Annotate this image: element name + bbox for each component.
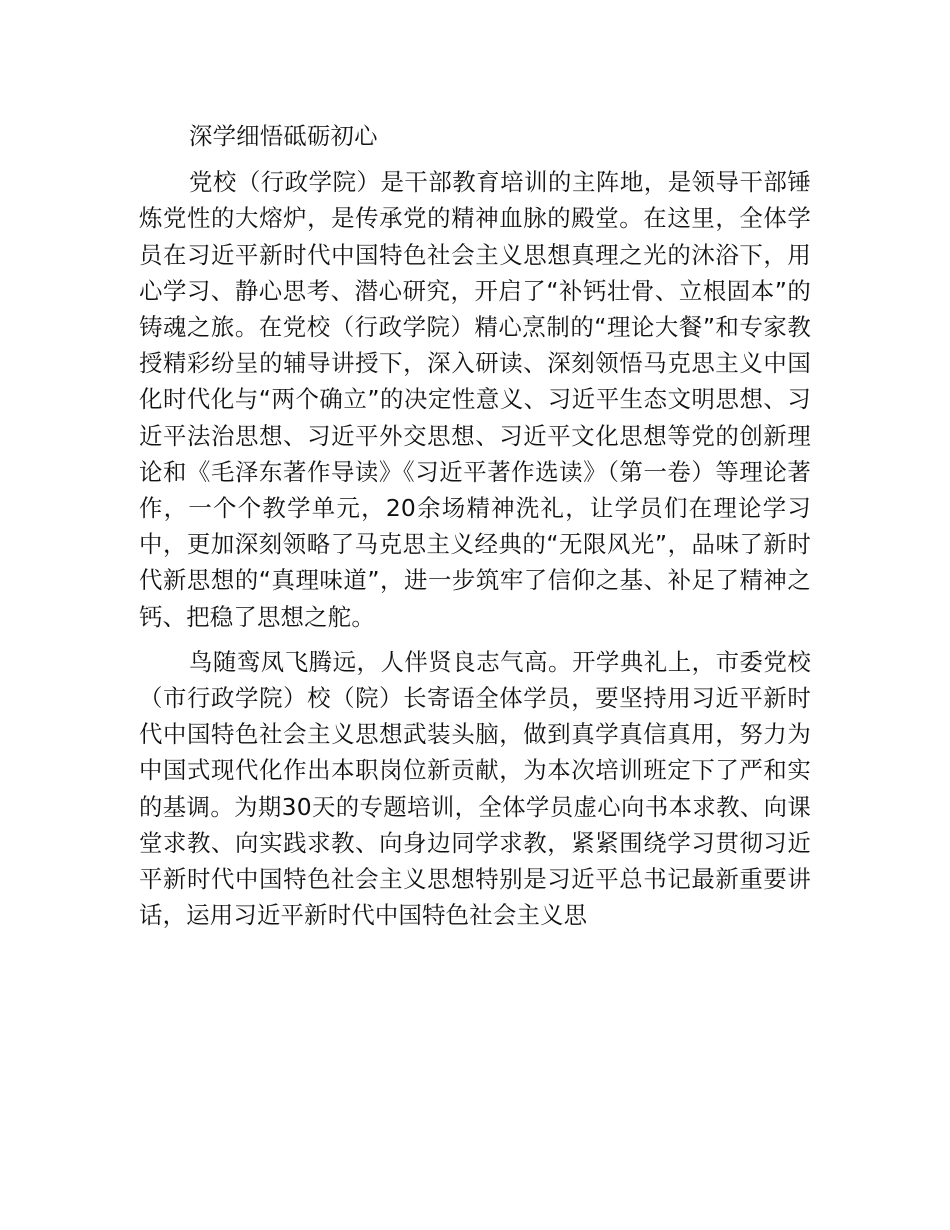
paragraph-2: 鸟随鸾凤飞腾远，人伴贤良志气高。开学典礼上，市委党校（市行政学院）校（院）长寄语全体学员，要坚持用习近平新时代中国特色社会主义思想武装头脑，做到真学真信真用，努力为中国式现代化作出本职岗位新贡献，为本次培训班定下了严和实的基调。为期30天的专题培训，全体学员虚心向书本求教、向课堂求教、向实践求教、向身边同学求教，紧紧围绕学习贯彻习近平新时代中国特色社会主义思想特别是习近平总书记最新重要讲话，运用习近平新时代中国特色社会主义思 — [139, 647, 811, 930]
document-body — [139, 118, 811, 933]
document-title: 深学细悟砥砺初心 — [189, 122, 378, 150]
paragraph-1: 党校（行政学院）是干部教育培训的主阵地，是领导干部锤炼党性的大熔炉，是传承党的精神血脉的殿堂。在这里，全体学员在习近平新时代中国特色社会主义思想真理之光的沐浴下，用心学习、静心思考、潜心研究，开启了“补钙壮骨、立根固本”的铸魂之旅。在党校（行政学院）精心烹制的“理论大餐”和专家教授精彩纷呈的辅导讲授下，深入研读、深刻领悟马克思主义中国化时代化与“两个确立”的决定性意义、习近平生态文明思想、习近平法治思想、习近平外交思想、习近平文化思想等党的创新理论和《毛泽东著作导读》《习近平著作选读》（第一卷）等理论著作，一个个教学单元，20余场精神洗礼，让学员们在理论学习中，更加深刻领略了马克思主义经典的“无限风光”，品味了新时代新思想的“真理味道”，进一步筑牢了信仰之基、补足了精神之钙、把稳了思想之舵。 — [139, 168, 811, 631]
